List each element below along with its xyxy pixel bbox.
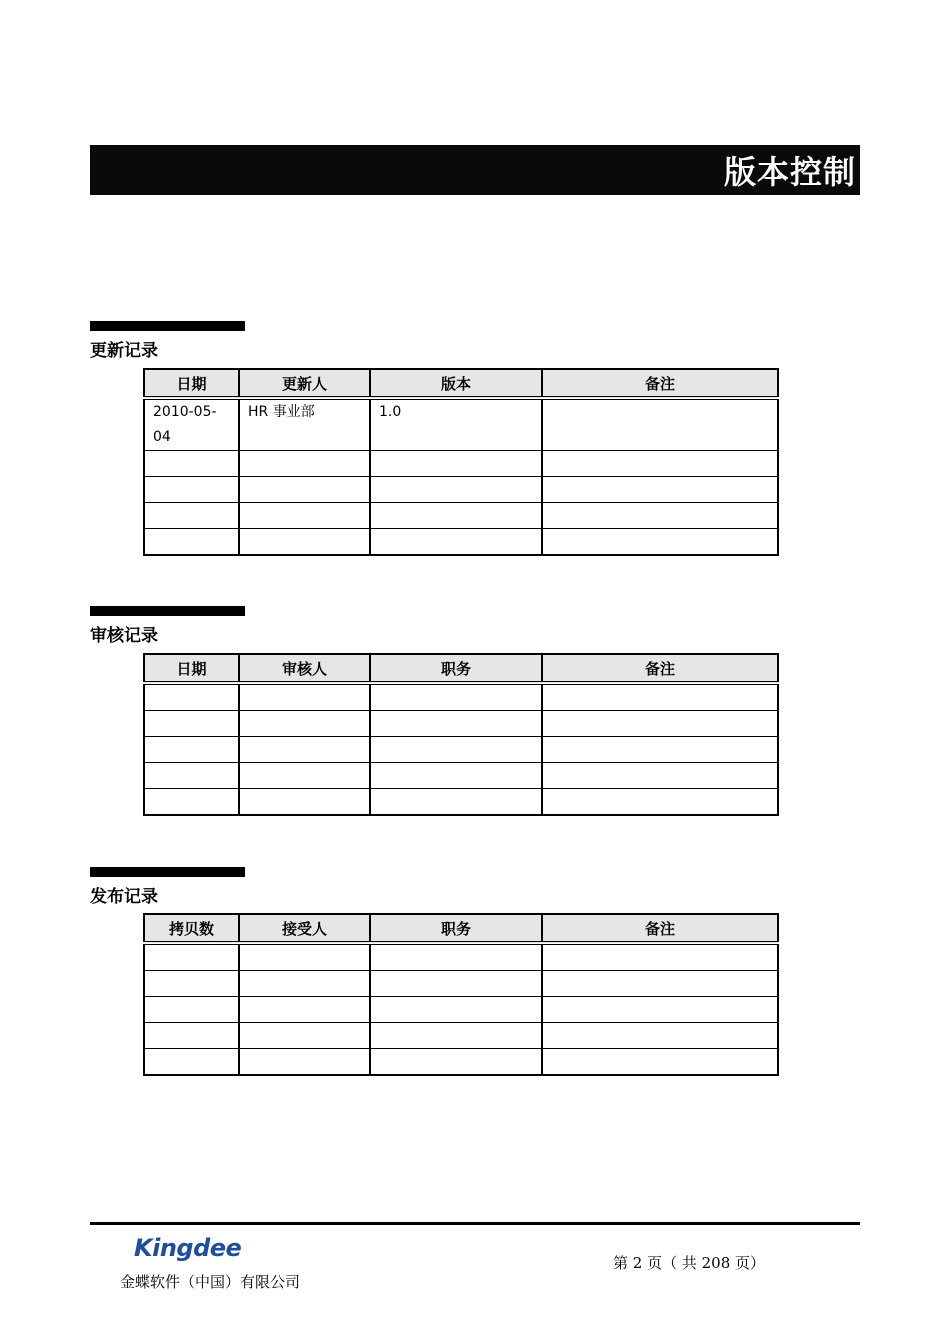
footer-rule — [90, 1222, 860, 1225]
review-record-table — [143, 653, 779, 816]
column-header: 审核人 — [239, 654, 370, 683]
table-cell: HR 事业部 — [239, 398, 370, 451]
page-title: 版本控制 — [723, 153, 856, 191]
release-record-heading: 发布记录 — [90, 887, 158, 907]
table-cell — [370, 1049, 542, 1076]
table-header-row — [144, 654, 778, 683]
table-cell — [370, 477, 542, 503]
table-cell — [239, 1049, 370, 1076]
section-rule — [90, 321, 245, 331]
table-row — [144, 997, 778, 1023]
table-cell — [542, 683, 778, 711]
table-row — [144, 1023, 778, 1049]
table-row — [144, 503, 778, 529]
column-header: 备注 — [542, 914, 778, 943]
table-cell — [144, 1049, 239, 1076]
table-cell — [239, 971, 370, 997]
page-title-bar — [90, 145, 860, 195]
table-row — [144, 683, 778, 711]
release-record-table — [143, 913, 779, 1076]
table-cell — [239, 737, 370, 763]
table-cell — [542, 997, 778, 1023]
table-cell — [144, 1023, 239, 1049]
table-cell — [370, 943, 542, 971]
table-cell — [239, 1023, 370, 1049]
column-header: 接受人 — [239, 914, 370, 943]
column-header: 版本 — [370, 369, 542, 398]
table-cell — [370, 503, 542, 529]
table-cell — [542, 711, 778, 737]
table-cell — [542, 503, 778, 529]
table-cell — [144, 997, 239, 1023]
table-cell — [144, 683, 239, 711]
table-cell — [144, 971, 239, 997]
table-row — [144, 451, 778, 477]
table-cell — [542, 943, 778, 971]
table-cell — [144, 711, 239, 737]
table-cell — [542, 1049, 778, 1076]
table-cell — [144, 763, 239, 789]
table-cell — [542, 763, 778, 789]
table-cell — [370, 763, 542, 789]
table-cell — [370, 451, 542, 477]
update-record-heading: 更新记录 — [90, 341, 158, 361]
table-header-row — [144, 369, 778, 398]
table-cell — [239, 451, 370, 477]
table-cell — [239, 477, 370, 503]
table-cell — [239, 997, 370, 1023]
table-cell — [542, 451, 778, 477]
table-row — [144, 529, 778, 556]
update-record-table — [143, 368, 779, 556]
table-cell — [370, 789, 542, 816]
table-cell — [239, 529, 370, 556]
table-row — [144, 971, 778, 997]
table-cell — [144, 451, 239, 477]
table-cell — [144, 529, 239, 556]
table-cell — [239, 943, 370, 971]
kingdee-logo: Kingdee — [134, 1234, 242, 1262]
company-name: 金蝶软件（中国）有限公司 — [120, 1273, 301, 1291]
table-cell — [370, 1023, 542, 1049]
section-rule — [90, 606, 245, 616]
table-cell — [370, 529, 542, 556]
table-cell: 2010-05- 04 — [144, 398, 239, 451]
column-header: 日期 — [144, 369, 239, 398]
table-row — [144, 711, 778, 737]
table-cell — [239, 683, 370, 711]
table-cell — [542, 971, 778, 997]
table-cell — [370, 971, 542, 997]
table-row — [144, 477, 778, 503]
table-row — [144, 943, 778, 971]
table-cell — [239, 503, 370, 529]
review-record-heading: 审核记录 — [90, 626, 158, 646]
table-cell — [239, 711, 370, 737]
column-header: 职务 — [370, 914, 542, 943]
column-header: 职务 — [370, 654, 542, 683]
table-row — [144, 763, 778, 789]
column-header: 备注 — [542, 654, 778, 683]
table-cell — [370, 737, 542, 763]
table-row — [144, 1049, 778, 1076]
table-cell — [144, 737, 239, 763]
table-cell — [542, 737, 778, 763]
table-cell — [144, 943, 239, 971]
table-cell — [370, 997, 542, 1023]
column-header: 更新人 — [239, 369, 370, 398]
table-cell — [239, 763, 370, 789]
table-cell — [542, 1023, 778, 1049]
table-cell — [370, 711, 542, 737]
table-row — [144, 737, 778, 763]
table-row — [144, 789, 778, 816]
table-row — [144, 398, 778, 451]
page-number: 第 2 页（ 共 208 页） — [613, 1254, 766, 1272]
table-cell — [239, 789, 370, 816]
section-rule — [90, 867, 245, 877]
table-cell — [542, 477, 778, 503]
table-cell — [144, 789, 239, 816]
table-cell — [144, 503, 239, 529]
table-cell — [144, 477, 239, 503]
table-cell — [542, 789, 778, 816]
column-header: 日期 — [144, 654, 239, 683]
table-cell — [542, 529, 778, 556]
column-header: 备注 — [542, 369, 778, 398]
table-cell: 1.0 — [370, 398, 542, 451]
table-cell — [370, 683, 542, 711]
table-cell — [542, 398, 778, 451]
table-header-row — [144, 914, 778, 943]
column-header: 拷贝数 — [144, 914, 239, 943]
